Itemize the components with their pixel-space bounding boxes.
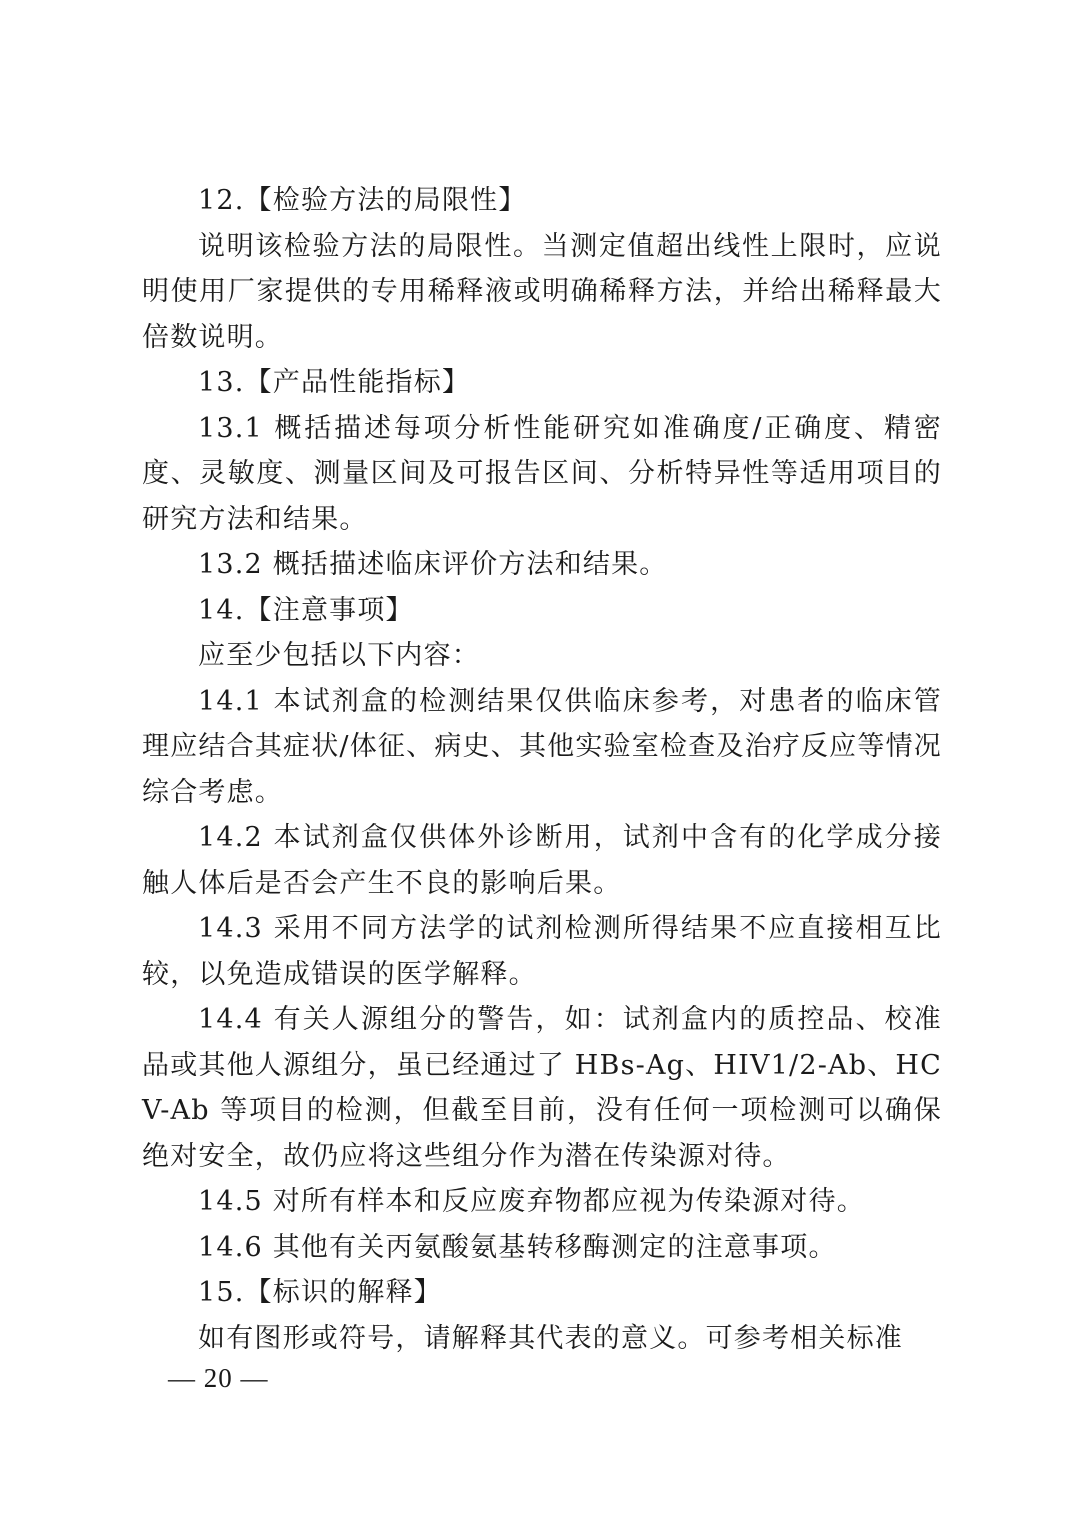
- paragraph-14-1: 14.1 本试剂盒的检测结果仅供临床参考，对患者的临床管理应结合其症状/体征、病史、其他实验室检查及治疗反应等情况综合考虑。: [142, 685, 942, 808]
- section-heading-15: 15.【标识的解释】: [198, 1277, 442, 1308]
- document-body: [142, 178, 942, 1361]
- paragraph-14-6: 14.6 其他有关丙氨酸氨基转移酶测定的注意事项。: [198, 1231, 837, 1263]
- section-heading-14: 14.【注意事项】: [198, 594, 414, 626]
- paragraph-14-5: 14.5 对所有样本和反应废弃物都应视为传染源对待。: [198, 1186, 865, 1217]
- paragraph-14-intro: 应至少包括以下内容：: [198, 640, 480, 671]
- paragraph-13-2: 13.2 概括描述临床评价方法和结果。: [198, 549, 668, 580]
- paragraph-14-3: 14.3 采用不同方法学的试剂检测所得结果不应直接相互比较，以免造成错误的医学解释。: [142, 913, 942, 990]
- section-heading-12: 12.【检验方法的局限性】: [198, 185, 527, 216]
- page-number: — 20 —: [168, 1363, 269, 1393]
- paragraph-14-4: 14.4 有关人源组分的警告，如：试剂盒内的质控品、校准品或其他人源组分，虽已经通过了 HBs-Ag、HIV1/2-Ab、HCV-Ab 等项目的检测，但截至目前，没有任何一项检测可以确保绝对安全，故仍应将这些组分作为潜在传染源对待。: [142, 1004, 943, 1172]
- paragraph-14-2: 14.2 本试剂盒仅供体外诊断用，试剂中含有的化学成分接触人体后是否会产生不良的影响后果。: [142, 822, 942, 899]
- paragraph-13-1: 13.1 概括描述每项分析性能研究如准确度/正确度、精密度、灵敏度、测量区间及可报告区间、分析特异性等适用项目的研究方法和结果。: [142, 412, 942, 535]
- section-heading-13: 13.【产品性能指标】: [198, 367, 471, 398]
- paragraph-15-text: 如有图形或符号，请解释其代表的意义。可参考相关标准: [198, 1322, 903, 1354]
- paragraph-12-text: 说明该检验方法的局限性。当测定值超出线性上限时，应说明使用厂家提供的专用稀释液或明确稀释方法，并给出稀释最大倍数说明。: [142, 230, 942, 353]
